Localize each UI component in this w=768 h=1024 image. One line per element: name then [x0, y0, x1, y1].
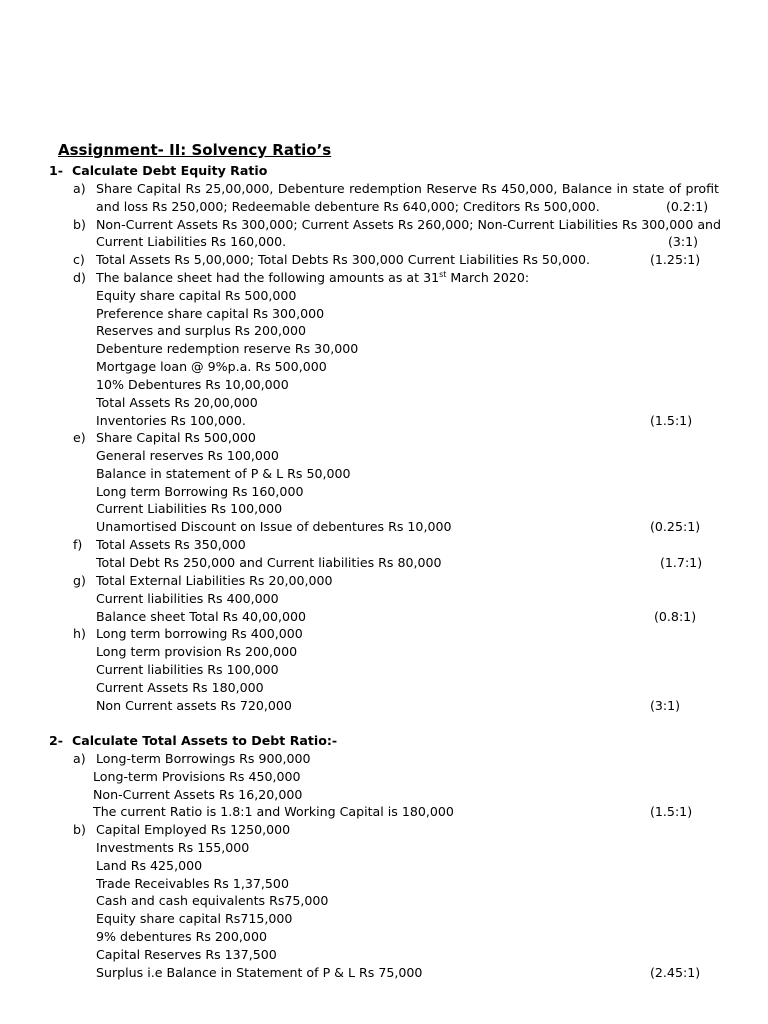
item-2b-line: Capital Employed Rs 1250,000 [96, 822, 291, 837]
item-1h-line: Long term provision Rs 200,000 [96, 644, 298, 659]
item-1b-line1: Non-Current Assets Rs 300,000; Current Assets Rs 260,000; Non-Current Liabilities Rs 300,000 and [96, 217, 722, 232]
item-1h-line: Current liabilities Rs 100,000 [96, 662, 279, 677]
item-1a-answer: (0.2:1) [666, 199, 709, 214]
item-1a-label: a) [73, 181, 86, 196]
item-1d-label: d) [73, 270, 86, 285]
item-2b-line: Cash and cash equivalents Rs75,000 [96, 893, 329, 908]
item-1a-line1: Share Capital Rs 25,00,000, Debenture redemption Reserve Rs 450,000, Balance in state of profit [96, 181, 719, 196]
item-1e-answer: (0.25:1) [650, 519, 701, 534]
item-1d-intro: The balance sheet had the following amounts as at 31st March 2020: [96, 269, 530, 285]
item-2b-line: Trade Receivables Rs 1,37,500 [96, 876, 289, 891]
item-1h-line: Current Assets Rs 180,000 [96, 680, 264, 695]
item-1f-label: f) [73, 537, 83, 552]
item-1e-line: Current Liabilities Rs 100,000 [96, 501, 283, 516]
item-2b-answer: (2.45:1) [650, 965, 701, 980]
item-1d-line: 10% Debentures Rs 10,00,000 [96, 377, 289, 392]
item-1g-line: Balance sheet Total Rs 40,00,000 [96, 609, 307, 624]
item-1d-line: Preference share capital Rs 300,000 [96, 306, 325, 321]
item-1d-line: Total Assets Rs 20,00,000 [96, 395, 258, 410]
item-2b-line: Equity share capital Rs715,000 [96, 911, 293, 926]
item-1g-label: g) [73, 573, 86, 588]
item-2b-line: Capital Reserves Rs 137,500 [96, 947, 277, 962]
item-1b-label: b) [73, 217, 86, 232]
item-1a-line2: and loss Rs 250,000; Redeemable debenture Rs 640,000; Creditors Rs 500,000. [96, 199, 600, 214]
item-1e-line: Long term Borrowing Rs 160,000 [96, 484, 304, 499]
item-1d-line: Mortgage loan @ 9%p.a. Rs 500,000 [96, 359, 327, 374]
item-2b-line: Investments Rs 155,000 [96, 840, 250, 855]
item-2a-line: Non-Current Assets Rs 16,20,000 [93, 787, 303, 802]
item-2a-line: Long-term Provisions Rs 450,000 [93, 769, 301, 784]
section-2-number: 2- [49, 733, 63, 748]
item-1d-line: Debenture redemption reserve Rs 30,000 [96, 341, 359, 356]
item-1g-answer: (0.8:1) [654, 609, 697, 624]
item-1c-label: c) [73, 252, 85, 267]
item-2a-answer: (1.5:1) [650, 804, 693, 819]
section-1-number: 1- [49, 163, 63, 178]
item-1f-answer: (1.7:1) [660, 555, 703, 570]
item-1d-line: Equity share capital Rs 500,000 [96, 288, 297, 303]
item-1f-line: Total Assets Rs 350,000 [96, 537, 246, 552]
item-1b-answer: (3:1) [668, 234, 699, 249]
item-1h-line: Non Current assets Rs 720,000 [96, 698, 292, 713]
item-1h-label: h) [73, 626, 86, 641]
assignment-title: Assignment- II: Solvency Ratio’s [58, 141, 332, 159]
item-2b-line: Surplus i.e Balance in Statement of P & L Rs 75,000 [96, 965, 423, 980]
item-1g-line: Total External Liabilities Rs 20,00,000 [96, 573, 333, 588]
section-1-heading: Calculate Debt Equity Ratio [72, 163, 268, 178]
item-2b-line: 9% debentures Rs 200,000 [96, 929, 267, 944]
item-1e-line: General reserves Rs 100,000 [96, 448, 279, 463]
section-2-heading: Calculate Total Assets to Debt Ratio:- [72, 733, 338, 748]
item-1h-line: Long term borrowing Rs 400,000 [96, 626, 303, 641]
item-2a-line: The current Ratio is 1.8:1 and Working Capital is 180,000 [93, 804, 454, 819]
item-1e-line: Unamortised Discount on Issue of debentures Rs 10,000 [96, 519, 452, 534]
item-1e-line: Balance in statement of P & L Rs 50,000 [96, 466, 351, 481]
item-1d-answer: (1.5:1) [650, 413, 693, 428]
item-1c-answer: (1.25:1) [650, 252, 701, 267]
item-1e-label: e) [73, 430, 86, 445]
item-1d-line: Inventories Rs 100,000. [96, 413, 246, 428]
item-2a-line: Long-term Borrowings Rs 900,000 [96, 751, 311, 766]
item-1d-line: Reserves and surplus Rs 200,000 [96, 323, 307, 338]
item-1f-line: Total Debt Rs 250,000 and Current liabilities Rs 80,000 [96, 555, 442, 570]
item-2b-line: Land Rs 425,000 [96, 858, 203, 873]
item-2a-label: a) [73, 751, 86, 766]
item-1e-line: Share Capital Rs 500,000 [96, 430, 256, 445]
item-1h-answer: (3:1) [650, 698, 681, 713]
item-1b-line2: Current Liabilities Rs 160,000. [96, 234, 287, 249]
item-1c-line1: Total Assets Rs 5,00,000; Total Debts Rs 300,000 Current Liabilities Rs 50,000. [96, 252, 590, 267]
item-1g-line: Current liabilities Rs 400,000 [96, 591, 279, 606]
item-2b-label: b) [73, 822, 86, 837]
